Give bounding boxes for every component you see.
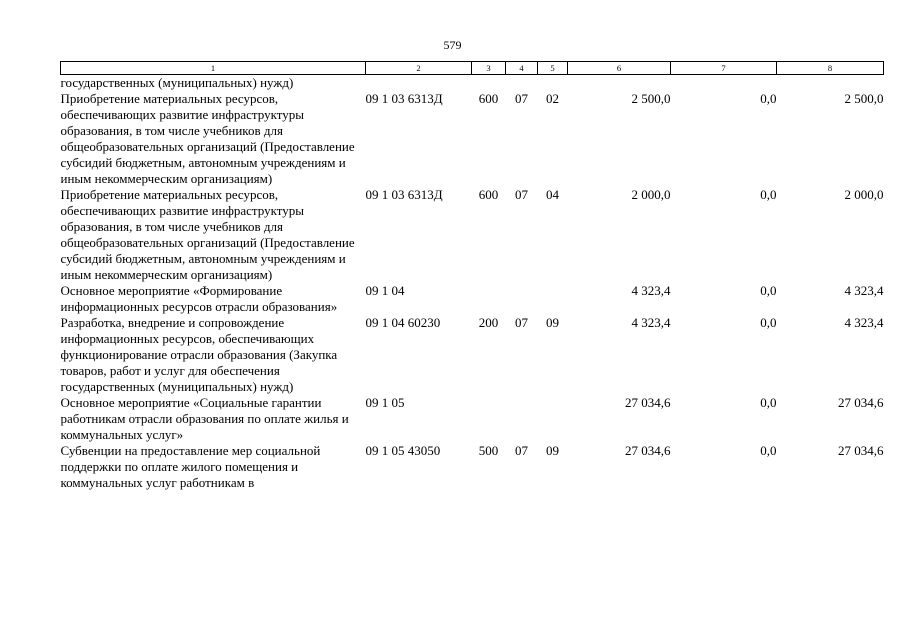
- row-col7: 0,0: [760, 91, 777, 106]
- row-col6: 2 000,0: [631, 187, 671, 202]
- header-cell: 6: [568, 62, 671, 75]
- table-row: [61, 443, 884, 491]
- header-cell: 2: [366, 62, 472, 75]
- row-code: 09 1 05 43050: [365, 443, 441, 458]
- row-description: Субвенции на предоставление мер социальной поддержки по оплате жилого помещения и коммунальных услуг работникам в: [60, 443, 321, 490]
- page-number: 579: [443, 38, 462, 52]
- row-code: 09 1 05: [365, 395, 405, 410]
- row-col8: 2 500,0: [844, 91, 884, 106]
- row-col7: 0,0: [760, 187, 777, 202]
- row-col8: 4 323,4: [844, 283, 884, 298]
- row-col7: 0,0: [760, 443, 777, 458]
- column-number-header: [61, 62, 884, 75]
- row-col8: 27 034,6: [838, 443, 884, 458]
- row-section: 07: [515, 443, 528, 458]
- row-subsection: [538, 283, 568, 315]
- row-col8: 4 323,4: [844, 315, 884, 330]
- row-description: Разработка, внедрение и сопровождение информационных ресурсов, обеспечивающих функционирование отрасли образования (Закупка товаров, работ и услуг для обеспечения государственных (муниципальных) нужд): [60, 315, 338, 394]
- row-col6: 27 034,6: [625, 443, 671, 458]
- header-cell: 7: [671, 62, 777, 75]
- row-code: 09 1 04: [365, 283, 405, 298]
- row-col6: 27 034,6: [625, 395, 671, 410]
- header-cell: 1: [61, 62, 366, 75]
- row-section: [506, 395, 538, 443]
- row-description: Приобретение материальных ресурсов, обеспечивающих развитие инфраструктуры образования, в том числе учебников для общеобразовательных организаций (Предоставление субсидий бюджетным, автономным учреждениям и иным некоммерческим организациям): [60, 91, 355, 186]
- header-cell: 5: [538, 62, 568, 75]
- row-subsection: 04: [546, 187, 559, 202]
- row-description: Основное мероприятие «Формирование информационных ресурсов отрасли образования»: [60, 283, 338, 314]
- row-col7: 0,0: [760, 315, 777, 330]
- header-cell: 3: [472, 62, 506, 75]
- row-subsection: 02: [546, 91, 559, 106]
- row-col7: 0,0: [760, 283, 777, 298]
- row-col8: 2 000,0: [844, 187, 884, 202]
- header-cell: 8: [777, 62, 884, 75]
- continuation-text: государственных (муниципальных) нужд): [60, 75, 294, 90]
- continuation-row: [61, 75, 884, 92]
- row-col6: 4 323,4: [631, 315, 671, 330]
- row-code: 09 1 04 60230: [365, 315, 441, 330]
- row-vr: 500: [478, 443, 499, 458]
- row-vr: [472, 283, 506, 315]
- row-col6: 4 323,4: [631, 283, 671, 298]
- row-vr: 600: [478, 187, 499, 202]
- row-section: [506, 283, 538, 315]
- row-subsection: [538, 395, 568, 443]
- row-col8: 27 034,6: [838, 395, 884, 410]
- row-code: 09 1 03 6313Д: [365, 91, 443, 106]
- header-cell: 4: [506, 62, 538, 75]
- table-row: [61, 315, 884, 395]
- row-subsection: 09: [546, 443, 559, 458]
- row-code: 09 1 03 6313Д: [365, 187, 443, 202]
- row-vr: [472, 395, 506, 443]
- budget-table: [60, 61, 884, 491]
- row-section: 07: [515, 187, 528, 202]
- row-section: 07: [515, 315, 528, 330]
- row-col6: 2 500,0: [631, 91, 671, 106]
- table-row: [61, 395, 884, 443]
- table-row: [61, 187, 884, 283]
- table-row: [61, 283, 884, 315]
- row-description: Основное мероприятие «Социальные гарантии работникам отрасли образования по оплате жилья и коммунальных услуг»: [60, 395, 349, 442]
- row-description: Приобретение материальных ресурсов, обеспечивающих развитие инфраструктуры образования, в том числе учебников для общеобразовательных организаций (Предоставление субсидий бюджетным, автономным учреждениям и иным некоммерческим организациям): [60, 187, 355, 282]
- row-vr: 200: [478, 315, 499, 330]
- row-col7: 0,0: [760, 395, 777, 410]
- table-row: [61, 91, 884, 187]
- row-section: 07: [515, 91, 528, 106]
- row-vr: 600: [478, 91, 499, 106]
- row-subsection: 09: [546, 315, 559, 330]
